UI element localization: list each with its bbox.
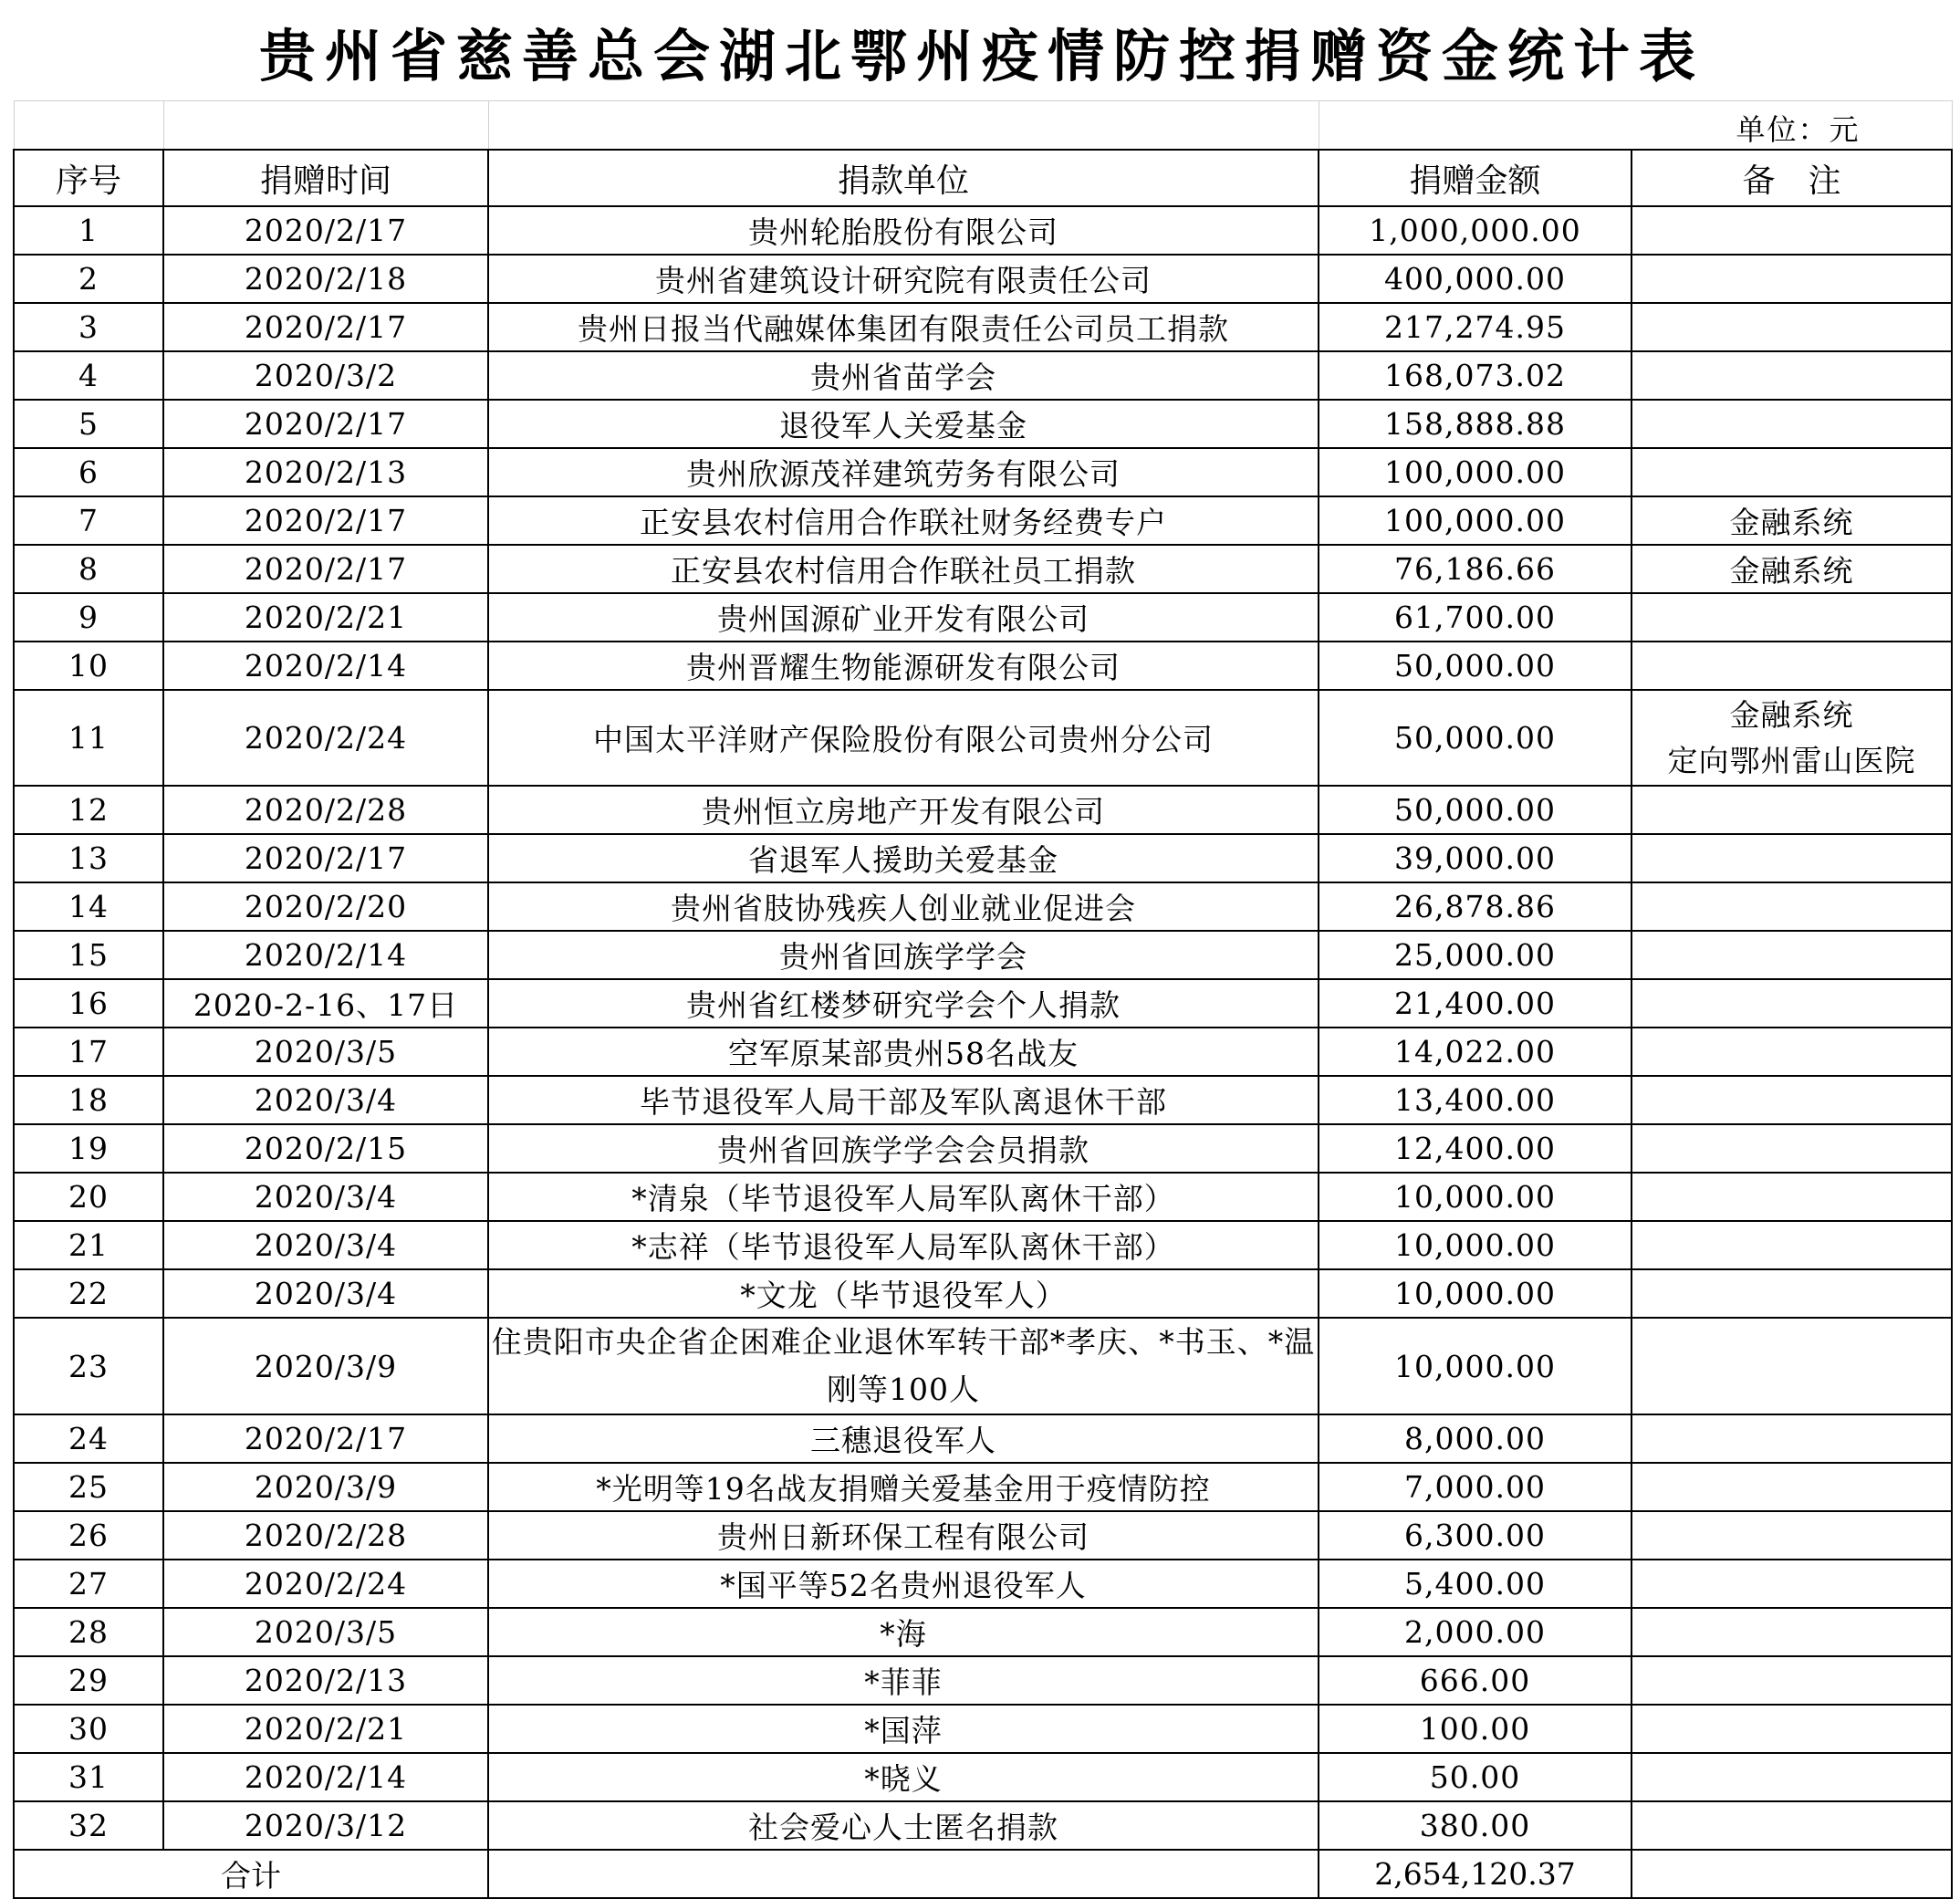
cell-amount: 168,073.02 [1319, 351, 1632, 400]
table-row [14, 1608, 1952, 1656]
cell-org: 贵州日报当代融媒体集团有限责任公司员工捐款 [488, 303, 1319, 351]
cell-time: 2020/2/13 [163, 1656, 488, 1705]
page-title: 贵州省慈善总会湖北鄂州疫情防控捐赠资金统计表 [258, 23, 1705, 89]
cell-org: 贵州日新环保工程有限公司 [488, 1511, 1319, 1560]
cell-seq: 28 [14, 1608, 163, 1656]
cell-remark [1632, 1463, 1952, 1511]
cell-org: 贵州轮胎股份有限公司 [488, 206, 1319, 255]
cell-org: 贵州省回族学学会会员捐款 [488, 1124, 1319, 1173]
cell-amount: 50,000.00 [1319, 690, 1632, 786]
table-row [14, 1414, 1952, 1463]
cell-time: 2020/2/17 [163, 1414, 488, 1463]
cell-remark [1632, 1414, 1952, 1463]
cell-amount: 100,000.00 [1319, 496, 1632, 545]
cell-seq: 22 [14, 1269, 163, 1318]
cell-remark [1632, 1560, 1952, 1608]
cell-org: *志祥（毕节退役军人局军队离休干部） [488, 1221, 1319, 1269]
cell-amount: 8,000.00 [1319, 1414, 1632, 1463]
cell-org: 贵州省回族学学会 [488, 931, 1319, 979]
cell-remark [1632, 1221, 1952, 1269]
cell-seq: 12 [14, 786, 163, 834]
cell-amount: 10,000.00 [1319, 1173, 1632, 1221]
cell-org: 退役军人关爱基金 [488, 400, 1319, 448]
table-row [14, 448, 1952, 496]
cell-org: *晓义 [488, 1753, 1319, 1801]
cell-seq: 9 [14, 593, 163, 642]
cell-amount: 21,400.00 [1319, 979, 1632, 1028]
cell-org: 贵州国源矿业开发有限公司 [488, 593, 1319, 642]
cell-org: *国萍 [488, 1705, 1319, 1753]
table-row [14, 1656, 1952, 1705]
blank-cell [1632, 1850, 1952, 1898]
table-row [14, 1124, 1952, 1173]
header-org: 捐款单位 [488, 150, 1319, 206]
blank-cell [14, 101, 163, 151]
cell-remark [1632, 882, 1952, 931]
cell-time: 2020/2/17 [163, 206, 488, 255]
cell-remark [1632, 1124, 1952, 1173]
table-row [14, 882, 1952, 931]
table-row [14, 1511, 1952, 1560]
cell-remark [1632, 1656, 1952, 1705]
cell-amount: 100.00 [1319, 1705, 1632, 1753]
cell-amount: 2,000.00 [1319, 1608, 1632, 1656]
blank-cell [163, 101, 488, 151]
header-time: 捐赠时间 [163, 150, 488, 206]
cell-remark [1632, 1269, 1952, 1318]
cell-amount: 26,878.86 [1319, 882, 1632, 931]
table-row [14, 303, 1952, 351]
cell-time: 2020/2/17 [163, 834, 488, 882]
cell-remark [1632, 448, 1952, 496]
cell-amount: 6,300.00 [1319, 1511, 1632, 1560]
cell-remark [1632, 400, 1952, 448]
cell-org: 贵州晋耀生物能源研发有限公司 [488, 642, 1319, 690]
cell-time: 2020/2/20 [163, 882, 488, 931]
cell-seq: 24 [14, 1414, 163, 1463]
cell-remark [1632, 1511, 1952, 1560]
cell-amount: 380.00 [1319, 1801, 1632, 1850]
cell-seq: 1 [14, 206, 163, 255]
table-row [14, 206, 1952, 255]
table-row [14, 1028, 1952, 1076]
blank-cell [488, 101, 1319, 151]
cell-seq: 10 [14, 642, 163, 690]
blank-cell [488, 1850, 1319, 1898]
cell-org: *菲菲 [488, 1656, 1319, 1705]
table-row [14, 351, 1952, 400]
cell-org: 省退军人援助关爱基金 [488, 834, 1319, 882]
cell-seq: 16 [14, 979, 163, 1028]
cell-time: 2020/2/17 [163, 303, 488, 351]
cell-amount: 50,000.00 [1319, 786, 1632, 834]
cell-amount: 666.00 [1319, 1656, 1632, 1705]
cell-time: 2020/2/24 [163, 690, 488, 786]
table-row [14, 1560, 1952, 1608]
cell-org: 贵州省建筑设计研究院有限责任公司 [488, 255, 1319, 303]
cell-time: 2020/3/4 [163, 1269, 488, 1318]
cell-remark [1632, 1076, 1952, 1124]
cell-seq: 30 [14, 1705, 163, 1753]
cell-amount: 61,700.00 [1319, 593, 1632, 642]
cell-time: 2020/2/14 [163, 642, 488, 690]
cell-amount: 217,274.95 [1319, 303, 1632, 351]
cell-seq: 6 [14, 448, 163, 496]
cell-seq: 21 [14, 1221, 163, 1269]
cell-seq: 14 [14, 882, 163, 931]
cell-time: 2020/2/28 [163, 786, 488, 834]
cell-amount: 5,400.00 [1319, 1560, 1632, 1608]
table-row [14, 1318, 1952, 1414]
header-remark: 备 注 [1632, 150, 1952, 206]
cell-time: 2020/2/21 [163, 1705, 488, 1753]
remark-line: 定向鄂州雷山医院 [1667, 742, 1916, 778]
cell-time: 2020-2-16、17日 [163, 979, 488, 1028]
header-row [14, 150, 1952, 206]
cell-time: 2020/3/4 [163, 1076, 488, 1124]
donation-table [13, 100, 1953, 1899]
cell-seq: 11 [14, 690, 163, 786]
cell-org: 贵州恒立房地产开发有限公司 [488, 786, 1319, 834]
cell-org: 贵州省苗学会 [488, 351, 1319, 400]
cell-seq: 26 [14, 1511, 163, 1560]
cell-org: 三穗退役军人 [488, 1414, 1319, 1463]
cell-seq: 29 [14, 1656, 163, 1705]
cell-seq: 17 [14, 1028, 163, 1076]
cell-time: 2020/2/13 [163, 448, 488, 496]
cell-time: 2020/2/28 [163, 1511, 488, 1560]
cell-amount: 13,400.00 [1319, 1076, 1632, 1124]
cell-time: 2020/2/18 [163, 255, 488, 303]
cell-remark [1632, 979, 1952, 1028]
cell-time: 2020/2/14 [163, 1753, 488, 1801]
table-row [14, 496, 1952, 545]
cell-time: 2020/2/14 [163, 931, 488, 979]
header-seq: 序号 [14, 150, 163, 206]
cell-amount: 100,000.00 [1319, 448, 1632, 496]
cell-amount: 50,000.00 [1319, 642, 1632, 690]
table-row [14, 1705, 1952, 1753]
table-row [14, 786, 1952, 834]
cell-seq: 20 [14, 1173, 163, 1221]
table-row [14, 593, 1952, 642]
cell-remark [1632, 1705, 1952, 1753]
cell-remark [1632, 1801, 1952, 1850]
cell-time: 2020/2/21 [163, 593, 488, 642]
cell-org: 住贵阳市央企省企困难企业退休军转干部*孝庆、*书玉、*温刚等100人 [488, 1318, 1319, 1414]
total-label: 合计 [14, 1850, 488, 1898]
cell-seq: 4 [14, 351, 163, 400]
cell-seq: 19 [14, 1124, 163, 1173]
unit-row [14, 101, 1952, 151]
cell-org: 正安县农村信用合作联社员工捐款 [488, 545, 1319, 593]
cell-amount: 10,000.00 [1319, 1269, 1632, 1318]
cell-remark: 金融系统 [1632, 545, 1952, 593]
cell-remark [1632, 206, 1952, 255]
cell-seq: 32 [14, 1801, 163, 1850]
table-row [14, 1753, 1952, 1801]
cell-time: 2020/3/9 [163, 1318, 488, 1414]
remark-line: 金融系统 [1729, 696, 1854, 733]
cell-remark [1632, 642, 1952, 690]
table-row [14, 834, 1952, 882]
cell-amount: 76,186.66 [1319, 545, 1632, 593]
cell-amount: 158,888.88 [1319, 400, 1632, 448]
cell-org: *清泉（毕节退役军人局军队离休干部） [488, 1173, 1319, 1221]
cell-amount: 1,000,000.00 [1319, 206, 1632, 255]
cell-org: 毕节退役军人局干部及军队离退休干部 [488, 1076, 1319, 1124]
cell-time: 2020/2/17 [163, 496, 488, 545]
cell-seq: 7 [14, 496, 163, 545]
table-row [14, 1221, 1952, 1269]
table-row [14, 545, 1952, 593]
cell-org: 社会爱心人士匿名捐款 [488, 1801, 1319, 1850]
cell-remark [1632, 1028, 1952, 1076]
cell-org: *国平等52名贵州退役军人 [488, 1560, 1319, 1608]
cell-time: 2020/3/4 [163, 1173, 488, 1221]
table-row [14, 1173, 1952, 1221]
cell-amount: 50.00 [1319, 1753, 1632, 1801]
spreadsheet [13, 13, 1951, 1899]
cell-seq: 15 [14, 931, 163, 979]
cell-seq: 23 [14, 1318, 163, 1414]
table-row [14, 255, 1952, 303]
cell-time: 2020/3/12 [163, 1801, 488, 1850]
cell-time: 2020/3/2 [163, 351, 488, 400]
cell-remark [1632, 1753, 1952, 1801]
cell-time: 2020/3/4 [163, 1221, 488, 1269]
table-row [14, 690, 1952, 786]
cell-org: 中国太平洋财产保险股份有限公司贵州分公司 [488, 690, 1319, 786]
cell-remark [1632, 1173, 1952, 1221]
unit-label: 单位：元 [1319, 101, 1952, 151]
table-row [14, 1801, 1952, 1850]
table-row [14, 400, 1952, 448]
table-row [14, 979, 1952, 1028]
cell-remark [1632, 1608, 1952, 1656]
cell-amount: 25,000.00 [1319, 931, 1632, 979]
cell-amount: 39,000.00 [1319, 834, 1632, 882]
cell-time: 2020/3/5 [163, 1608, 488, 1656]
cell-amount: 10,000.00 [1319, 1318, 1632, 1414]
cell-remark [1632, 786, 1952, 834]
cell-time: 2020/2/15 [163, 1124, 488, 1173]
cell-seq: 27 [14, 1560, 163, 1608]
table-row [14, 931, 1952, 979]
cell-seq: 18 [14, 1076, 163, 1124]
cell-time: 2020/2/17 [163, 400, 488, 448]
cell-remark: 金融系统 [1632, 496, 1952, 545]
cell-amount: 400,000.00 [1319, 255, 1632, 303]
cell-remark [1632, 593, 1952, 642]
cell-seq: 2 [14, 255, 163, 303]
cell-remark [1632, 1318, 1952, 1414]
cell-time: 2020/2/17 [163, 545, 488, 593]
cell-seq: 31 [14, 1753, 163, 1801]
cell-seq: 5 [14, 400, 163, 448]
cell-amount: 7,000.00 [1319, 1463, 1632, 1511]
table-row [14, 642, 1952, 690]
cell-remark [1632, 351, 1952, 400]
cell-remark [1632, 834, 1952, 882]
cell-time: 2020/3/9 [163, 1463, 488, 1511]
cell-org: 贵州欣源茂祥建筑劳务有限公司 [488, 448, 1319, 496]
cell-time: 2020/3/5 [163, 1028, 488, 1076]
cell-org: 空军原某部贵州58名战友 [488, 1028, 1319, 1076]
cell-org: *文龙（毕节退役军人） [488, 1269, 1319, 1318]
total-amount: 2,654,120.37 [1319, 1850, 1632, 1898]
cell-remark [1632, 303, 1952, 351]
cell-remark [1632, 255, 1952, 303]
table-row [14, 1076, 1952, 1124]
cell-amount: 12,400.00 [1319, 1124, 1632, 1173]
table-row [14, 1269, 1952, 1318]
cell-org: *光明等19名战友捐赠关爱基金用于疫情防控 [488, 1463, 1319, 1511]
cell-remark [1632, 931, 1952, 979]
cell-seq: 3 [14, 303, 163, 351]
header-amount: 捐赠金额 [1319, 150, 1632, 206]
cell-org: 贵州省肢协残疾人创业就业促进会 [488, 882, 1319, 931]
cell-time: 2020/2/24 [163, 1560, 488, 1608]
cell-amount: 14,022.00 [1319, 1028, 1632, 1076]
table-row [14, 1463, 1952, 1511]
cell-org: *海 [488, 1608, 1319, 1656]
cell-seq: 8 [14, 545, 163, 593]
cell-remark [1632, 690, 1952, 786]
cell-org: 正安县农村信用合作联社财务经费专户 [488, 496, 1319, 545]
cell-seq: 25 [14, 1463, 163, 1511]
total-row [14, 1850, 1952, 1898]
cell-org: 贵州省红楼梦研究学会个人捐款 [488, 979, 1319, 1028]
cell-seq: 13 [14, 834, 163, 882]
cell-amount: 10,000.00 [1319, 1221, 1632, 1269]
